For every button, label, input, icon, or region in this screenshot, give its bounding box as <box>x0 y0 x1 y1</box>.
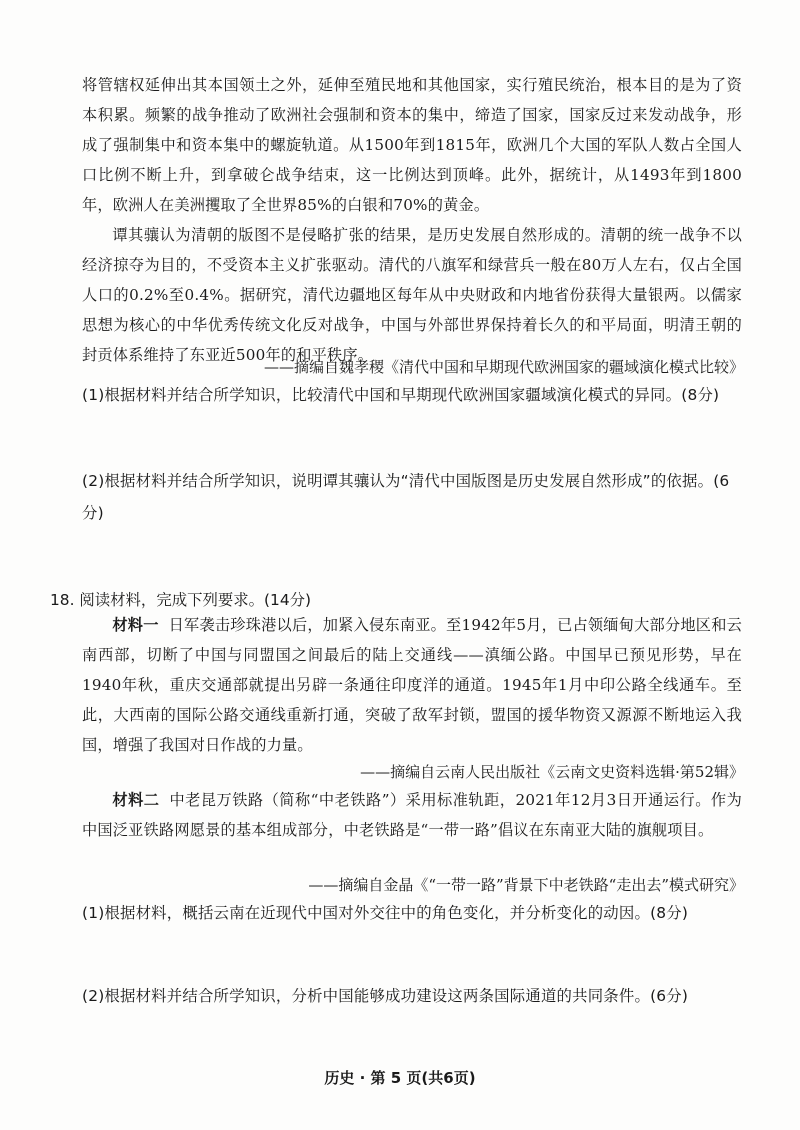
material-1-text: 日军袭击珍珠港以后，加紧入侵东南亚。至1942年5月，已占领缅甸大部分地区和云南西部，切断了中国与同盟国之间最后的陆上交通线——滇缅公路。中国早已预见形势，早在1940年秋，重庆交通部就提出另辟一条通往印度洋的通道。1945年1月中印公路全线通车。至此，大西南的国际公路交通线重新打通，突破了敌军封锁，盟国的援华物资又源源不断地运入我国，增强了我国对日作战的力量。 <box>82 616 742 754</box>
material-tan-qixiang-paragraph: 谭其骧认为清朝的版图不是侵略扩张的结果，是历史发展自然形成的。清朝的统一战争不以经济掠夺为目的，不受资本主义扩张驱动。清代的八旗军和绿营兵一般在80万人左右，仅占全国人口的0.2%至0.4%。据研究，清代边疆地区每年从中央财政和内地省份获得大量银两。以儒家思想为核心的中华优秀传统文化反对战争，中国与外部世界保持着长久的和平局面，明清王朝的封贡体系维持了东亚近500年的和平秩序。 <box>82 226 742 364</box>
q18-material-1 <box>82 610 742 760</box>
q18-subquestion-2: (2)根据材料并结合所学知识，分析中国能够成功建设这两条国际通道的共同条件。(6分) <box>82 987 689 1005</box>
page-footer: 历史 · 第 5 页(共6页) <box>324 1069 476 1087</box>
q18-material-2 <box>82 785 742 845</box>
material-2-source: ——摘编自金晶《“一带一路”背景下中老铁路“走出去”模式研究》 <box>308 876 744 894</box>
material-continuation-paragraph: 将管辖权延伸出其本国领土之外，延伸至殖民地和其他国家，实行殖民统治，根本目的是为了资本积累。频繁的战争推动了欧洲社会强制和资本的集中，缔造了国家，国家反过来发动战争，形成了强制集中和资本集中的螺旋轨道。从1500年到1815年，欧洲几个大国的军队人数占全国人口比例不断上升，到拿破仑战争结束，这一比例达到顶峰。此外，据统计，从1493年到1800年，欧洲人在美洲攫取了全世界85%的白银和70%的黄金。 <box>82 76 742 214</box>
q18-header: 18. 阅读材料，完成下列要求。(14分) <box>50 591 312 609</box>
q17-subquestion-1: (1)根据材料并结合所学知识，比较清代中国和早期现代欧洲国家疆域演化模式的异同。(8分) <box>82 386 720 404</box>
material-1-label: 材料一 <box>112 616 159 634</box>
material-2-text: 中老昆万铁路（简称“中老铁路”）采用标准轨距，2021年12月3日开通运行。作为中国泛亚铁路网愿景的基本组成部分，中老铁路是“一带一路”倡议在东南亚大陆的旗舰项目。 <box>82 791 742 839</box>
material-source-citation: ——摘编自魏孝稷《清代中国和早期现代欧洲国家的疆域演化模式比较》 <box>263 358 744 376</box>
material-1-source: ——摘编自云南人民出版社《云南文史资料选辑·第52辑》 <box>360 763 744 781</box>
q18-subquestion-1: (1)根据材料，概括云南在近现代中国对外交往中的角色变化，并分析变化的动因。(8分) <box>82 904 689 922</box>
q17-subquestion-2: (2)根据材料并结合所学知识，说明谭其骧认为“清代中国版图是历史发展自然形成”的依据。(6分) <box>82 472 730 522</box>
material-2-label: 材料二 <box>112 791 160 809</box>
